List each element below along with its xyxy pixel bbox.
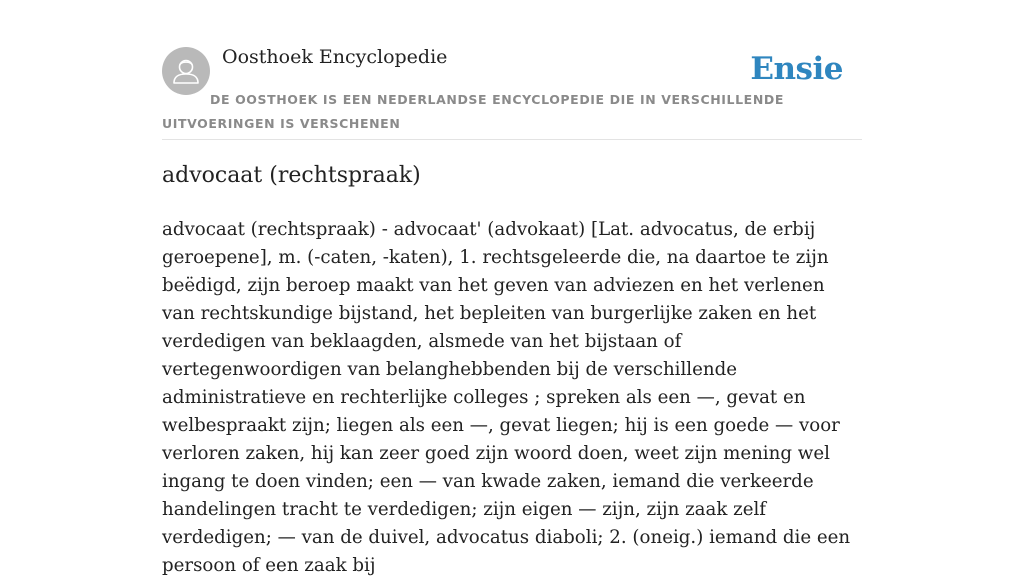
site-tagline: DE OOSTHOEK IS EEN NEDERLANDSE ENCYCLOPEDIE DIE IN VERSCHILLENDE UITVOERINGEN IS VERSCHENEN [162,92,784,131]
brand-logo[interactable]: Ensie [750,51,843,87]
article-body: advocaat (rechtspraak) - advocaat' (advokaat) [Lat. advocatus, de erbij geroepene], m. (-caten, -katen), 1. rechtsgeleerde die, na daartoe te zijn beëdigd, zijn beroep maakt van het geven van adviezen en het verlenen van rechtskundige bijstand, het bepleiten van burgerlijke zaken en het verdedigen van beklaagden, alsmede van het bijstaan of vertegenwoordigen van belanghebbenden bij de verschillende administratieve en rechterlijke colleges ; spreken als een —, gevat en welbespraakt zijn; liegen als een —, gevat liegen; hij is een goede — voor verloren zaken, hij kan zeer goed zijn woord doen, weet zijn mening wel ingang te doen vinden; een — van kwade zaken, iemand die verkeerde handelingen tracht te verdedigen; zijn eigen — zijn, zijn zaak zelf verdedigen; — van de duivel, advocatus diaboli; 2. (oneig.) iemand die een persoon of een zaak bij [162,219,851,576]
page [162,0,862,576]
site-header [162,0,862,140]
article-title: advocaat (rechtspraak) [162,163,421,188]
site-name[interactable]: Oosthoek Encyclopedie [222,46,448,68]
